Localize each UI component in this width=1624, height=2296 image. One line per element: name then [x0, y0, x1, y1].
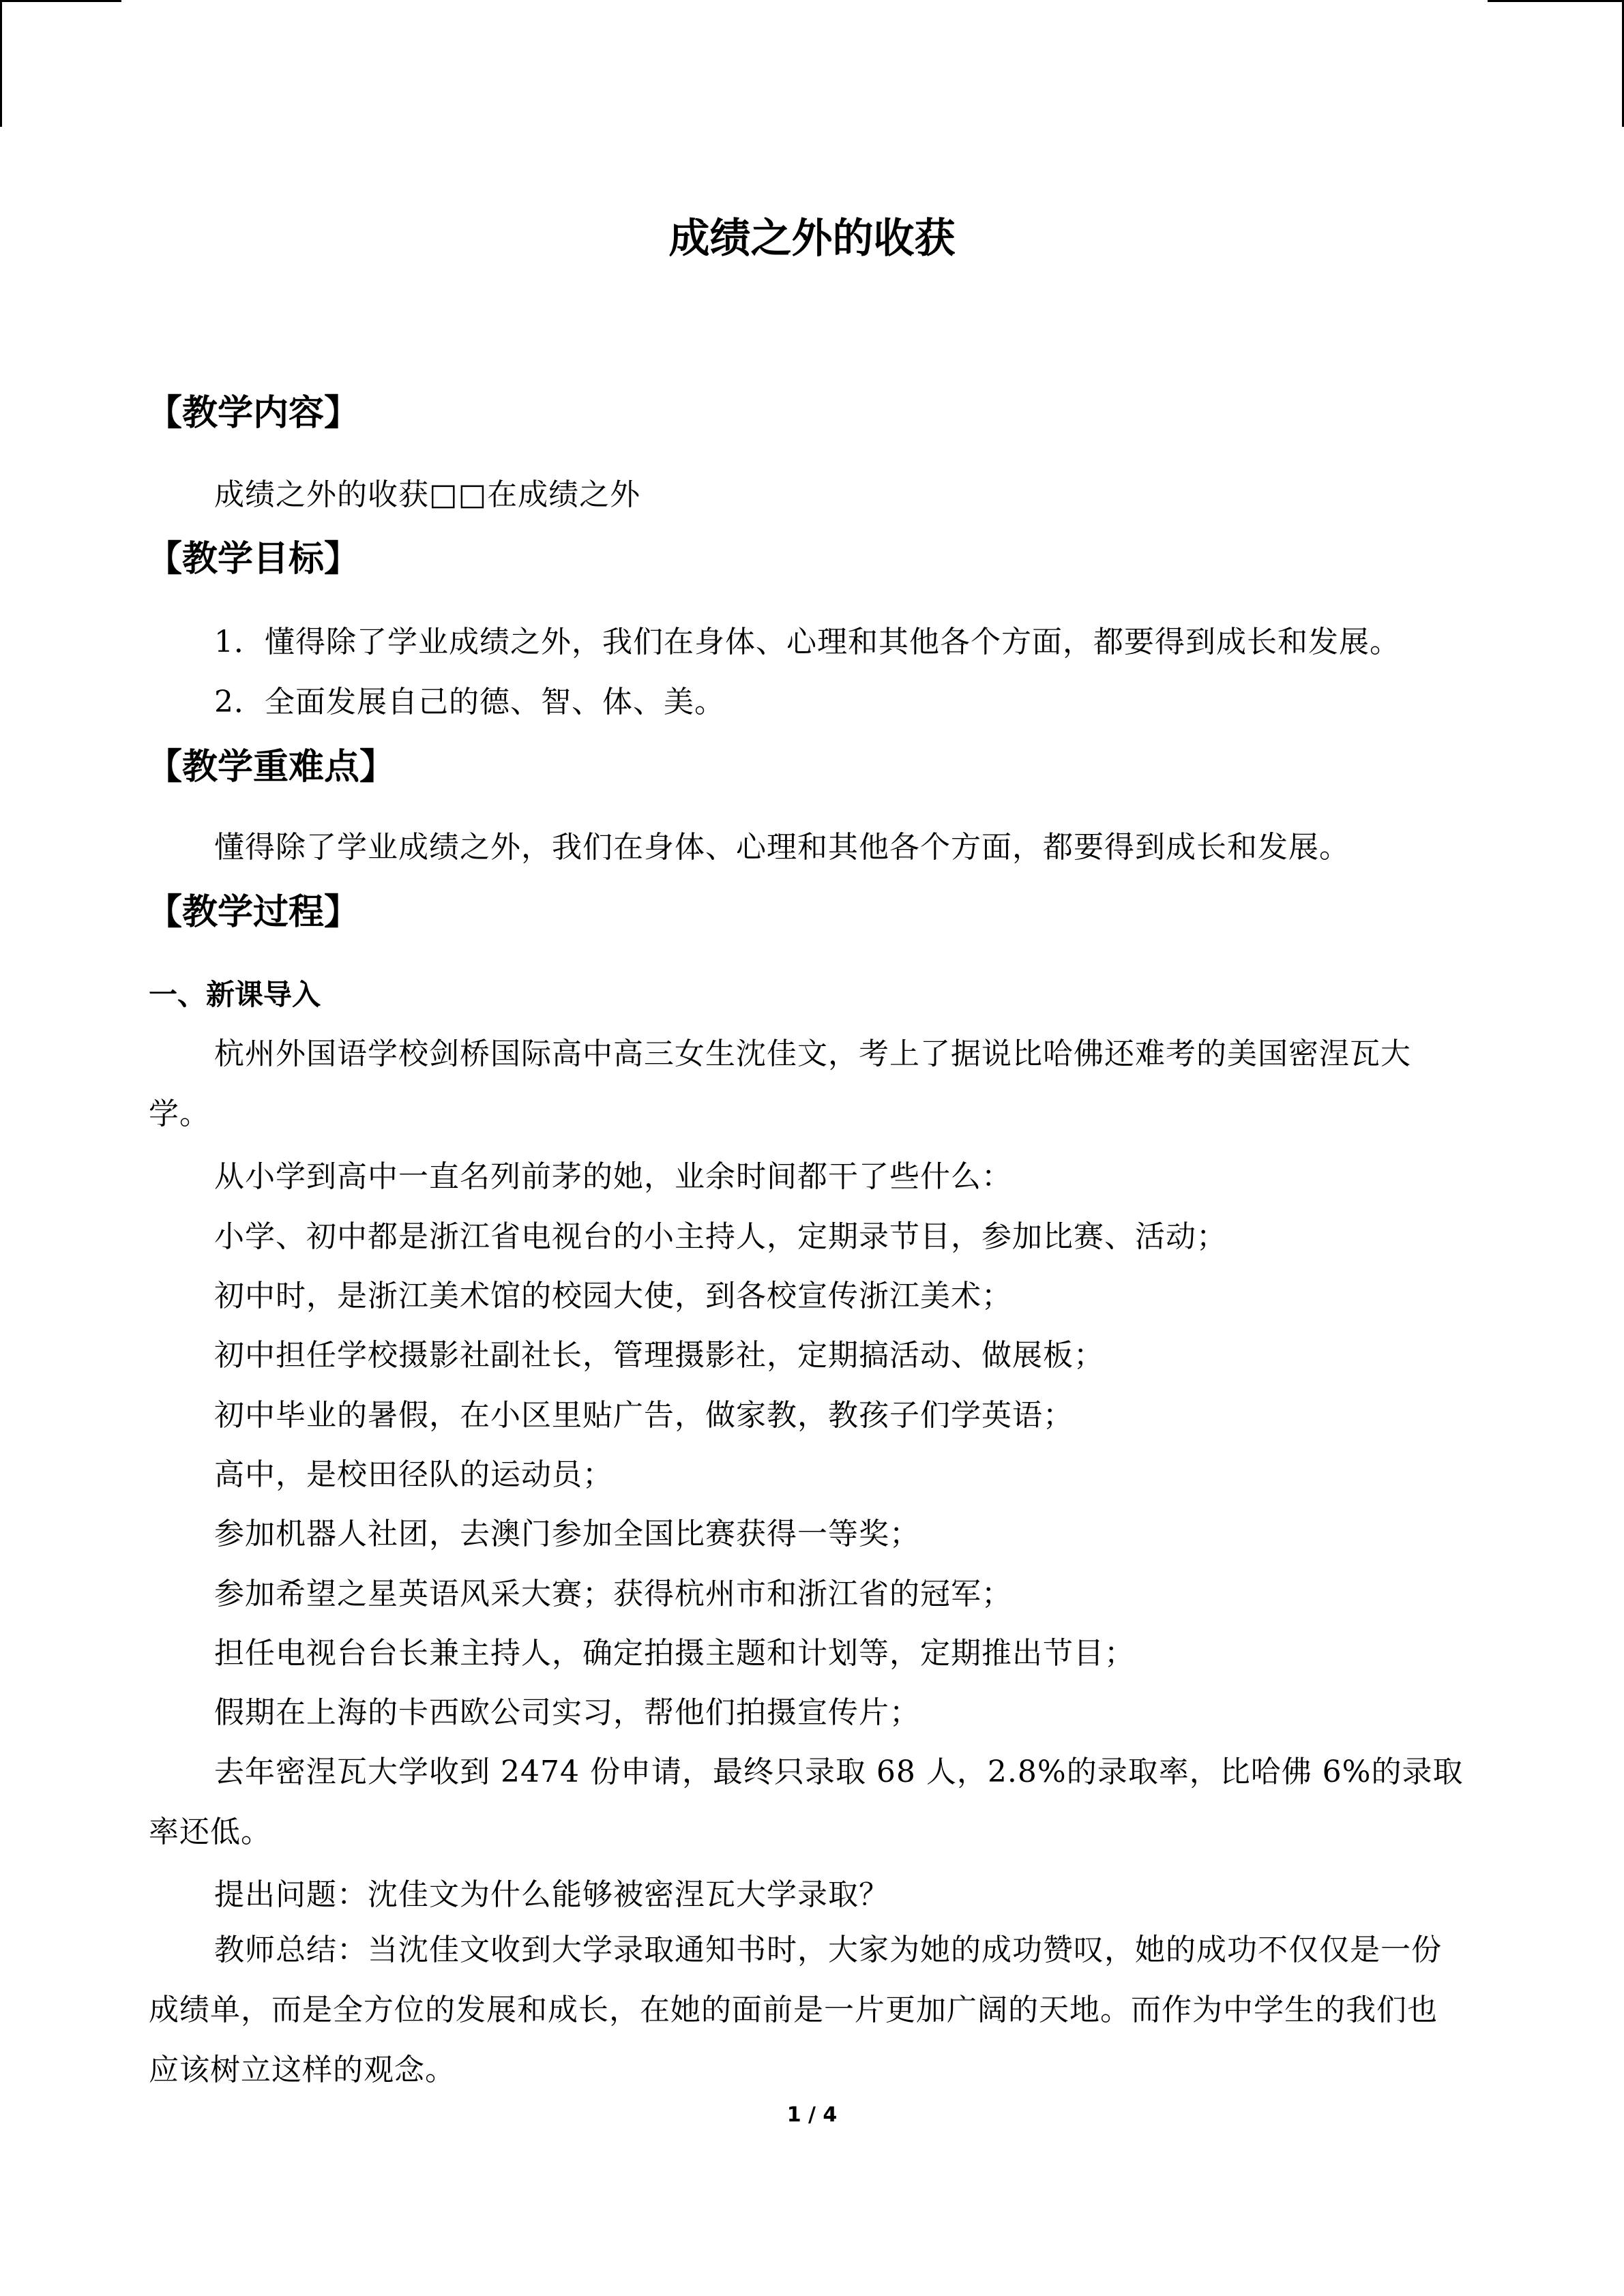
- teaching-content-text: 成绩之外的收获□□在成绩之外: [214, 477, 641, 512]
- heading-teaching-process: 【教学过程】: [147, 892, 360, 933]
- crop-mark-top-right-horizontal: [1488, 0, 1624, 2]
- process-paragraph-13: 提出问题：沈佳文为什么能够被密涅瓦大学录取？: [214, 1877, 889, 1912]
- heading-teaching-content: 【教学内容】: [147, 393, 360, 434]
- goal-item-1: 1．懂得除了学业成绩之外，我们在身体、心理和其他各个方面，都要得到成长和发展。: [214, 625, 1400, 659]
- heading-teaching-goals: 【教学目标】: [147, 539, 360, 580]
- process-paragraph-2: 从小学到高中一直名列前茅的她，业余时间都干了些什么：: [214, 1159, 1012, 1194]
- process-paragraph-10: 担任电视台台长兼主持人，确定拍摄主题和计划等，定期推出节目；: [214, 1636, 1135, 1671]
- process-paragraph-8: 参加机器人社团，去澳门参加全国比赛获得一等奖；: [214, 1517, 920, 1551]
- key-points-text: 懂得除了学业成绩之外，我们在身体、心理和其他各个方面，都要得到成长和发展。: [214, 830, 1350, 865]
- process-paragraph-11: 假期在上海的卡西欧公司实习，帮他们拍摄宣传片；: [214, 1695, 920, 1730]
- page-number: 1 / 4: [786, 2103, 838, 2127]
- process-paragraph-14: 教师总结：当沈佳文收到大学录取通知书时，大家为她的成功赞叹，她的成功不仅仅是一份成绩单，而是全方位的发展和成长，在她的面前是一片更加广阔的天地。而作为中学生的我们也应该树立这样的观念。: [149, 1933, 1442, 2087]
- document-title: 成绩之外的收获: [668, 215, 956, 263]
- process-paragraph-5: 初中担任学校摄影社副社长，管理摄影社，定期搞活动、做展板；: [214, 1338, 1104, 1373]
- crop-mark-top-left-vertical: [0, 0, 2, 127]
- crop-mark-top-left-horizontal: [0, 0, 121, 2]
- process-paragraph-4: 初中时，是浙江美术馆的校园大使，到各校宣传浙江美术；: [214, 1279, 1012, 1313]
- subheading-new-lesson-intro: 一、新课导入: [149, 978, 321, 1011]
- process-paragraph-9: 参加希望之星英语风采大赛；获得杭州市和浙江省的冠军；: [214, 1577, 1012, 1611]
- process-paragraph-3: 小学、初中都是浙江省电视台的小主持人，定期录节目，参加比赛、活动；: [214, 1219, 1227, 1254]
- process-paragraph-7: 高中，是校田径队的运动员；: [214, 1457, 613, 1492]
- process-paragraph-12: 去年密涅瓦大学收到 2474 份申请，最终只录取 68 人，2.8%的录取率，比哈佛 6%的录取率还低。: [149, 1755, 1464, 1849]
- heading-key-points: 【教学重难点】: [147, 747, 396, 788]
- process-paragraph-1: 杭州外国语学校剑桥国际高中高三女生沈佳文，考上了据说比哈佛还难考的美国密涅瓦大学。: [149, 1037, 1411, 1131]
- process-paragraph-6: 初中毕业的暑假，在小区里贴广告，做家教，教孩子们学英语；: [214, 1398, 1074, 1433]
- goal-item-2: 2．全面发展自己的德、智、体、美。: [214, 685, 725, 719]
